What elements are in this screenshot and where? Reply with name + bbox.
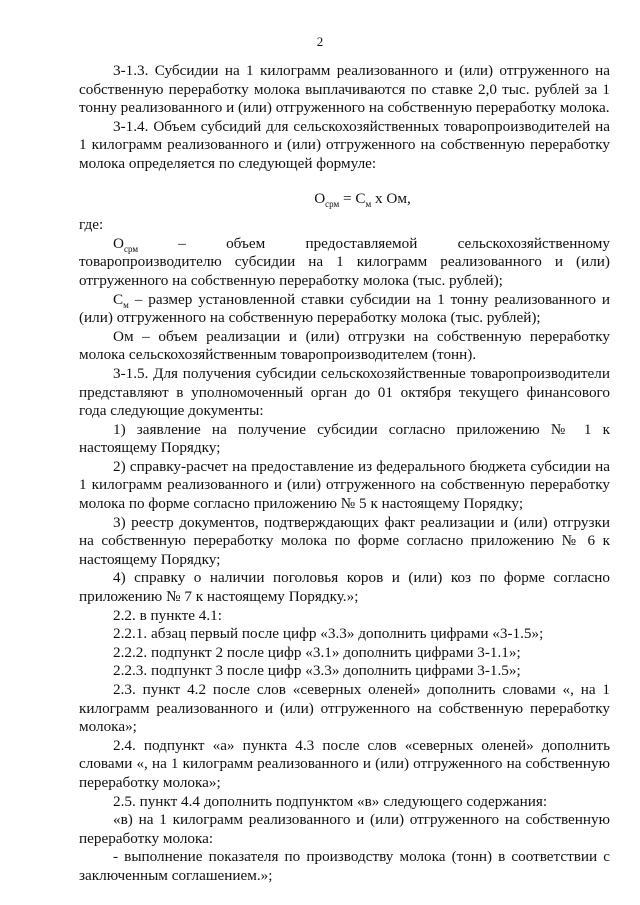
formula-lhs: O (314, 189, 326, 207)
paragraph-3-1-5: 3-1.5. Для получения субсидии сельскохозяйственные товаропроизводители представляют в уполномоченный орган до 01 октября текущего финансового года следующие документы: (79, 364, 610, 420)
formula-rest: х Ом, (371, 189, 411, 207)
paragraph-3-1-4: 3-1.4. Объем субсидий для сельскохозяйственных товаропроизводителей на 1 килограмм реализованного и (или) отгруженного на собственную переработку молока определяется по следующей формуле: (79, 117, 610, 172)
definition-text: – размер установленной ставки субсидии на 1 тонну реализованного и (или) отгруженного на собственную переработку молока (тыс. рублей); (79, 290, 610, 327)
formula-lhs-sub: срм (325, 198, 340, 209)
definition-cm (79, 291, 610, 328)
definition-symbol: C (113, 290, 124, 308)
list-item-1: 1) заявление на получение субсидии согласно приложению № 1 к настоящему Порядку; (79, 420, 610, 457)
definition-symbol-sub: м (123, 299, 129, 310)
formula-c-sub: м (365, 198, 372, 209)
list-item-4: 4) справку о наличии поголовья коров и (или) коз по форме согласно приложению № 7 к настоящему Порядку.»; (79, 569, 610, 606)
paragraph-2-5: 2.5. пункт 4.4 дополнить подпунктом «в» следующего содержания: (113, 792, 548, 810)
formula (79, 190, 610, 209)
paragraph-dash-item: - выполнение показателя по производству молока (тонн) в соответствии с заключенным соглашением.»; (79, 848, 610, 884)
definition-text: – объем предоставляемой сельскохозяйственному товаропроизводителю субсидии на 1 килограмм реализованного и (или) отгруженного на собственную переработку молока (тыс. рублей); (79, 234, 610, 289)
document-body (79, 62, 610, 886)
page-number: 2 (316, 34, 324, 49)
paragraph-2-2-1: 2.2.1. абзац первый после цифр «3.3» дополнить цифрами «3-1.5»; (113, 625, 544, 643)
paragraph-2-2: 2.2. в пункте 4.1: (113, 606, 222, 624)
where-label: где: (79, 216, 104, 234)
paragraph-subpoint-v: «в) на 1 килограмм реализованного и (или) отгруженного на собственную переработку молока: (79, 811, 610, 847)
list-item-2: 2) справку-расчет на предоставление из федерального бюджета субсидии на 1 килограмм реализованного и (или) отгруженного на собственную переработку молока по форме согласно приложению № 5 к настоящему Порядку; (79, 457, 610, 513)
formula-c: C (355, 189, 366, 207)
list-item-3: 3) реестр документов, подтверждающих факт реализации и (или) отгрузки на собственную переработку молока по форме согласно приложению № 6 к настоящему Порядку; (79, 513, 610, 568)
paragraph-2-2-3: 2.2.3. подпункт 3 после цифр «3.3» дополнить цифрами 3-1.5»; (113, 662, 521, 680)
definition-symbol-sub: срм (123, 243, 139, 254)
definition-om (79, 328, 610, 365)
definition-symbol: Ом (113, 327, 134, 345)
definition-symbol: O (113, 234, 124, 252)
paragraph-3-1-3: 3-1.3. Субсидии на 1 килограмм реализованного и (или) отгруженного на собственную переработку молока выплачиваются по ставке 2,0 тыс. рублей за 1 тонну реализованного и (или) отгруженного на собственную переработку молока. (79, 62, 610, 117)
paragraph-2-3: 2.3. пункт 4.2 после слов «северных оленей» дополнить словами «, на 1 килограмм реализованного и (или) отгруженного на собственную переработку молока»; (79, 681, 610, 736)
paragraph-2-2-2: 2.2.2. подпункт 2 после цифр «3.1» дополнить цифрами 3-1.1»; (113, 643, 521, 661)
paragraph-2-4: 2.4. подпункт «а» пункта 4.3 после слов «северных оленей» дополнить словами «, на 1 килограмм реализованного и (или) отгруженного на собственную переработку молока»; (79, 736, 610, 791)
definition-text: – объем реализации и (или) отгрузки на собственную переработку молока сельскохозяйственным товаропроизводителем (тонн). (79, 327, 610, 364)
definition-osrm (79, 235, 610, 291)
formula-eq: = (339, 189, 356, 207)
